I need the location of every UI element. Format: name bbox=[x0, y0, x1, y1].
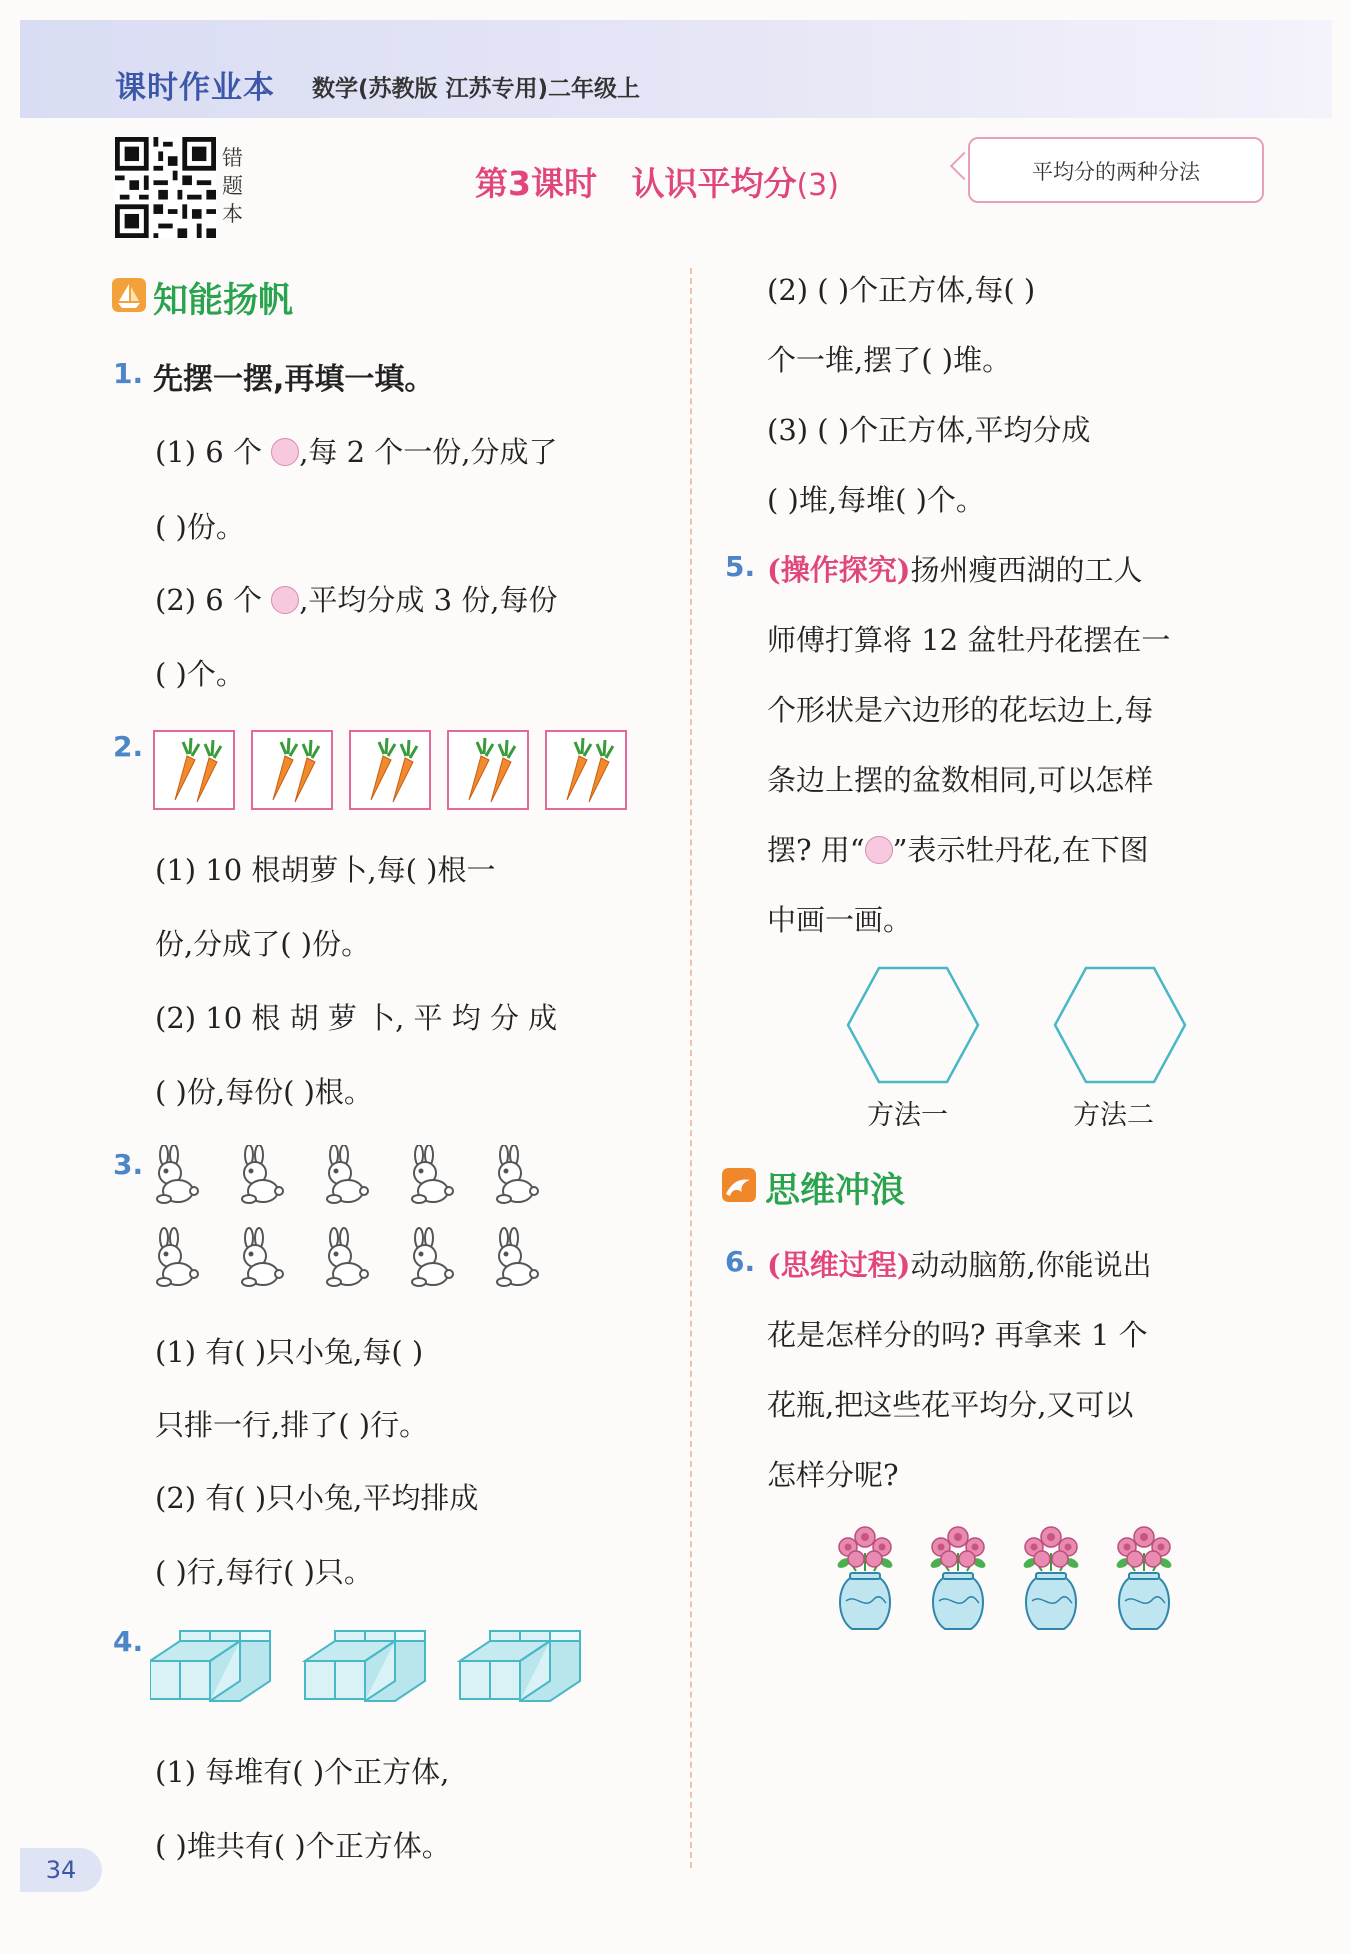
lesson-name: 认识平均分 bbox=[631, 164, 797, 203]
q5-line-4: 条边上摆的盆数相同,可以怎样 bbox=[767, 763, 1154, 797]
carrot-boxes bbox=[153, 730, 633, 812]
q1-blank-line-4[interactable]: ( )个。 bbox=[155, 657, 245, 691]
q2-blank-line-4[interactable]: ( )份,每份( )根。 bbox=[155, 1075, 373, 1109]
question-number-6: 6. bbox=[725, 1245, 756, 1278]
cubes-illustration-icon bbox=[150, 1625, 590, 1715]
question-number-2: 2. bbox=[113, 730, 144, 763]
q6-line-4: 怎样分呢? bbox=[767, 1458, 899, 1492]
pink-circle-icon bbox=[271, 586, 299, 614]
q5-line-3: 个形状是六边形的花坛边上,每 bbox=[767, 693, 1154, 727]
q5-line-2: 师傅打算将 12 盆牡丹花摆在一 bbox=[767, 623, 1171, 657]
q4-blank-line-1[interactable]: (1) 每堆有( )个正方体, bbox=[155, 1755, 450, 1789]
pink-circle-icon bbox=[271, 438, 299, 466]
q3-line-3[interactable]: (2) 有( )只小兔,平均排成 bbox=[155, 1481, 479, 1515]
q5-line-5: 摆? 用“ ”表示牡丹花,在下图 bbox=[767, 833, 1149, 867]
question-1-title: 先摆一摆,再填一填。 bbox=[153, 362, 435, 397]
q5-line-1: (操作探究)扬州瘦西湖的工人 bbox=[767, 553, 1143, 587]
method-2-label: 方法二 bbox=[1073, 1100, 1154, 1131]
q4-blank-line-6[interactable]: ( )堆,每堆( )个。 bbox=[767, 483, 985, 517]
qr-label: 错题本 bbox=[222, 146, 243, 226]
q6-line-3: 花瓶,把这些花平均分,又可以 bbox=[767, 1388, 1134, 1422]
q5-line-6: 中画一画。 bbox=[767, 903, 913, 937]
q6-line-1: (思维过程)动动脑筋,你能说出 bbox=[767, 1248, 1152, 1282]
rabbits-illustration-icon bbox=[150, 1145, 550, 1325]
q4-blank-line-5[interactable]: (3) ( )个正方体,平均分成 bbox=[767, 413, 1091, 447]
lesson-number: 第3课时 bbox=[475, 164, 597, 203]
q1-line-1: (1) 6 个 ,每 2 个一份,分成了 bbox=[155, 435, 558, 469]
section-title-thinking: 思维冲浪 bbox=[765, 1171, 906, 1211]
q4-blank-line-3[interactable]: (2) ( )个正方体,每( ) bbox=[767, 273, 1036, 307]
q5-tag: (操作探究) bbox=[767, 553, 911, 587]
hexagon-method-1[interactable] bbox=[845, 965, 981, 1085]
book-subject: 数学(苏教版 江苏专用)二年级上 bbox=[312, 76, 641, 102]
q2-blank-line-1[interactable]: (1) 10 根胡萝卜,每( )根一 bbox=[155, 853, 496, 887]
column-divider bbox=[690, 268, 692, 1868]
qr-code-icon[interactable] bbox=[115, 137, 216, 238]
lesson-title bbox=[475, 158, 839, 205]
q4-blank-line-4[interactable]: 个一堆,摆了( )堆。 bbox=[767, 343, 1012, 377]
q1-line-3: (2) 6 个 ,平均分成 3 份,每份 bbox=[155, 583, 558, 617]
q3-blank-line-4[interactable]: ( )行,每行( )只。 bbox=[155, 1555, 373, 1589]
q2-blank-line-2[interactable]: 份,分成了( )份。 bbox=[155, 927, 371, 961]
question-number-1: 1. bbox=[113, 357, 144, 390]
wave-icon bbox=[722, 1168, 756, 1202]
hexagon-method-2[interactable] bbox=[1052, 965, 1188, 1085]
rabbits-grid bbox=[150, 1145, 550, 1325]
section-title-knowledge: 知能扬帆 bbox=[153, 281, 294, 321]
q1-blank-line-2[interactable]: ( )份。 bbox=[155, 510, 245, 544]
q3-blank-line-2[interactable]: 只排一行,排了( )行。 bbox=[155, 1408, 429, 1442]
topic-tag: 平均分的两种分法 bbox=[968, 137, 1264, 203]
q2-line-3: (2) 10 根 胡 萝 卜, 平 均 分 成 bbox=[155, 1001, 558, 1035]
q6-tag: (思维过程) bbox=[767, 1248, 911, 1282]
q3-blank-line-1[interactable]: (1) 有( )只小兔,每( ) bbox=[155, 1335, 424, 1369]
method-1-label: 方法一 bbox=[867, 1100, 948, 1131]
page-number: 34 bbox=[20, 1848, 102, 1892]
book-brand: 课时作业本 bbox=[115, 70, 275, 106]
question-number-3: 3. bbox=[113, 1148, 144, 1181]
q4-blank-line-2[interactable]: ( )堆共有( )个正方体。 bbox=[155, 1829, 451, 1863]
lesson-part: (3) bbox=[796, 168, 839, 203]
sailboat-icon bbox=[112, 278, 146, 312]
cube-stacks bbox=[150, 1625, 590, 1715]
question-number-5: 5. bbox=[725, 550, 756, 583]
carrots-illustration-icon bbox=[153, 730, 633, 812]
question-number-4: 4. bbox=[113, 1625, 144, 1658]
q6-line-2: 花是怎样分的吗? 再拿来 1 个 bbox=[767, 1318, 1148, 1352]
flower-vases bbox=[830, 1515, 1200, 1635]
pink-circle-icon bbox=[865, 836, 893, 864]
flower-vase-illustration-icon bbox=[830, 1515, 1200, 1635]
